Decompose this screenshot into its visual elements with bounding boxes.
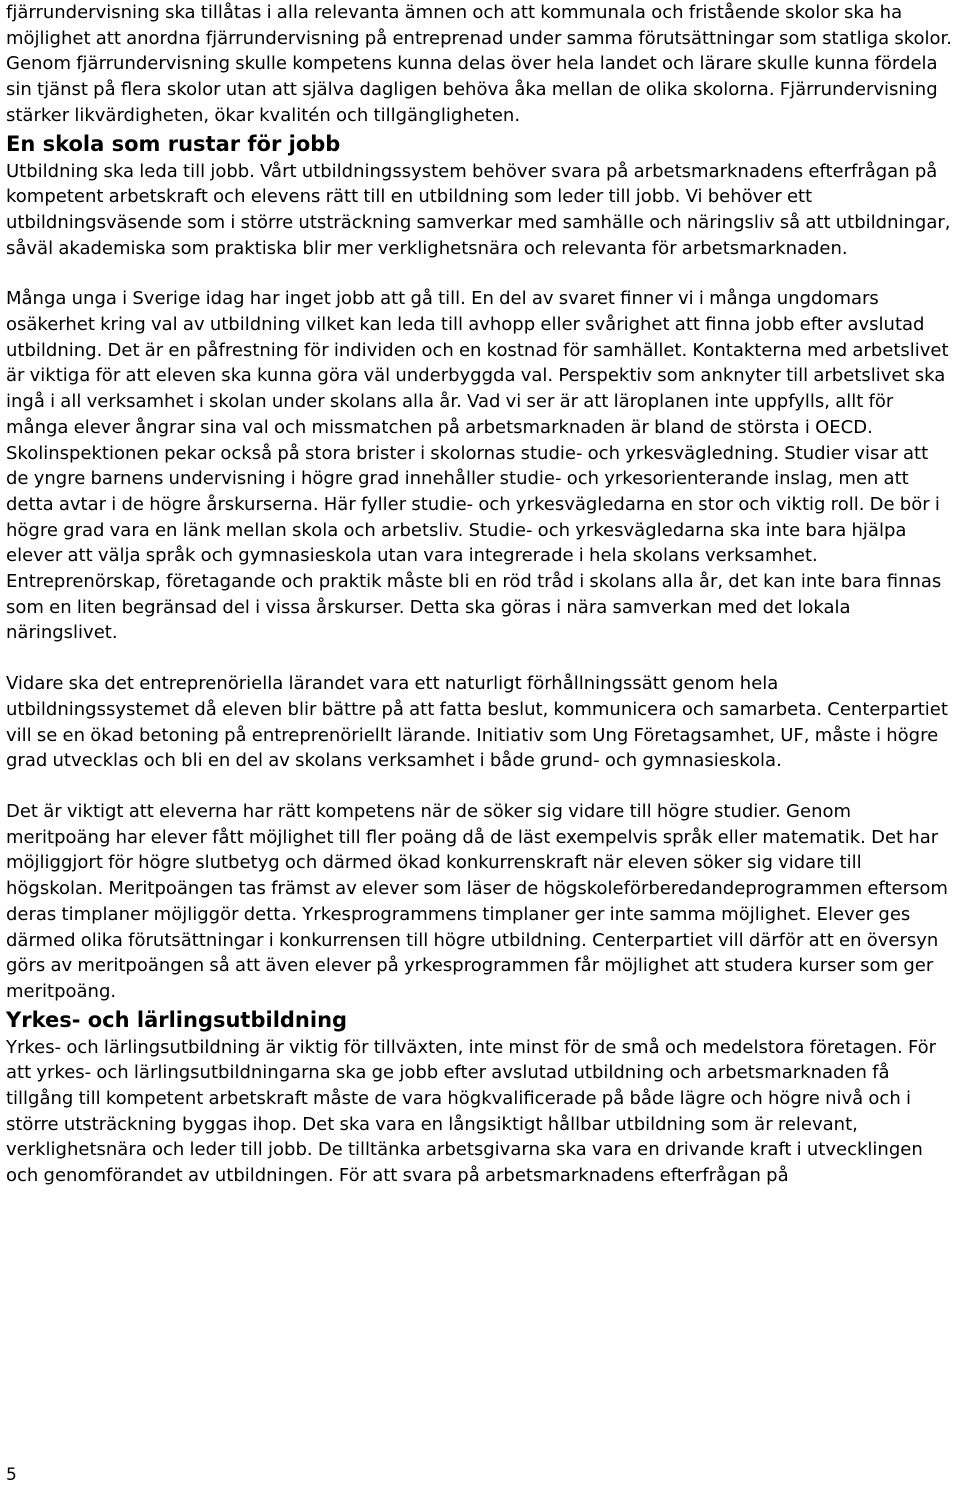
document-page [6,0,954,1189]
paragraph-gap [6,646,954,671]
section-heading-rustar: En skola som rustar för jobb [6,131,341,156]
rustar-paragraph-2: Många unga i Sverige idag har inget jobb att gå till. En del av svaret finner vi i många ungdomars osäkerhet kring val av utbildning vilket kan leda till avhopp eller svårighet att finna jobb efter avslutad utbildning. Det är en påfrestning för individen och en kostnad för samhället. Kontakterna med arbetslivet är viktiga för att eleven ska kunna göra väl underbyggda val. Perspektiv som anknyter till arbetslivet ska ingå i all verksamhet i skolan under skolans alla år. Vad vi ser är att läroplanen inte uppfylls, allt för många elever ångrar sina val och missmatchen på arbetsmarknaden är bland de största i OECD. Skolinspektionen pekar också på stora brister i skolornas studie- och yrkesvägledning. Studier visar att de yngre barnens undervisning i högre grad innehåller studie- och yrkesorienterande inslag, men att detta avtar i de högre årskurserna. Här fyller studie- och yrkesvägledarna en stor och viktig roll. De bör i högre grad vara en länk mellan skola och arbetsliv. Studie- och yrkesvägledarna ska inte bara hjälpa elever att välja språk och gymnasieskola utan vara integrerade i hela skolans verksamhet. Entreprenörskap, företagande och praktik måste bli en röd tråd i skolans alla år, det kan inte bara finnas som en liten begränsad del i vissa årskurser. Detta ska göras i nära samverkan med det lokala näringslivet. [6,288,949,644]
rustar-paragraph-1: Utbildning ska leda till jobb. Vårt utbildningssystem behöver svara på arbetsmarknadens efterfrågan på kompetent arbetskraft och elevens rätt till en utbildning som leder till jobb. Vi behöver ett utbildningsväsende som i större utsträckning samverkar med samhälle och näringsliv så att utbildningar, såväl akademiska som praktiska blir mer verklighetsnära och relevanta för arbetsmarknaden. [6,160,951,259]
section-heading-yrkes: Yrkes- och lärlingsutbildning [6,1007,348,1032]
rustar-paragraph-4: Det är viktigt att eleverna har rätt kompetens när de söker sig vidare till högre studier. Genom meritpoäng har elever fått möjlighet till fler poäng då de läst exempelvis språk eller matematik. Det har möjliggjort för högre slutbetyg och därmed ökad konkurrenskraft när eleven söker sig vidare till högskolan. Meritpoängen tas främst av elever som läser de högskoleförberedandeprogrammen eftersom deras timplaner möjliggör detta. Yrkesprogrammens timplaner ger inte samma möjlighet. Elever ges därmed olika förutsättningar i konkurrensen till högre utbildning. Centerpartiet vill därför att en översyn görs av meritpoängen så att även elever på yrkesprogrammen får möjlighet att studera kurser som ger meritpoäng. [6,800,948,1002]
yrkes-paragraph-1: Yrkes- och lärlingsutbildning är viktig för tillväxten, inte minst för de små och medelstora företagen. För att yrkes- och lärlingsutbildningarna ska ge jobb efter avslutad utbildning och arbetsmarknaden få tillgång till kompetent arbetskraft måste de vara högkvalificerade på både lägre och högre nivå och i större utsträckning byggas ihop. Det ska vara en långsiktigt hållbar utbildning som är relevant, verklighetsnära och leder till jobb. De tilltänka arbetsgivarna ska vara en drivande kraft i utvecklingen och genomförandet av utbildningen. För att svara på arbetsmarknadens efterfrågan på [6,1036,937,1187]
rustar-paragraph-3: Vidare ska det entreprenöriella lärandet vara ett naturligt förhållningssätt genom hela utbildningssystemet då eleven blir bättre på att fatta beslut, kommunicera och samarbeta. Centerpartiet vill se en ökad betoning på entreprenöriellt lärande. Initiativ som Ung Företagsamhet, UF, måste i högre grad utvecklas och bli en del av skolans verksamhet i både grund- och gymnasieskola. [6,673,948,772]
paragraph-gap [6,261,954,286]
intro-text: fjärrundervisning ska tillåtas i alla relevanta ämnen och att kommunala och fristående skolor ska ha möjlighet att anordna fjärrundervisning på entreprenad under samma förutsättningar som statliga skolor. Genom fjärrundervisning skulle kompetens kunna delas över hela landet och lärare skulle kunna fördela sin tjänst på flera skolor utan att själva dagligen behöva åka mellan de olika skolorna. Fjärrundervisning stärker likvärdigheten, ökar kvalitén och tillgängligheten. [6,2,952,126]
page-number: 5 [6,1465,17,1485]
paragraph-gap [6,774,954,799]
intro-paragraph [6,0,954,129]
